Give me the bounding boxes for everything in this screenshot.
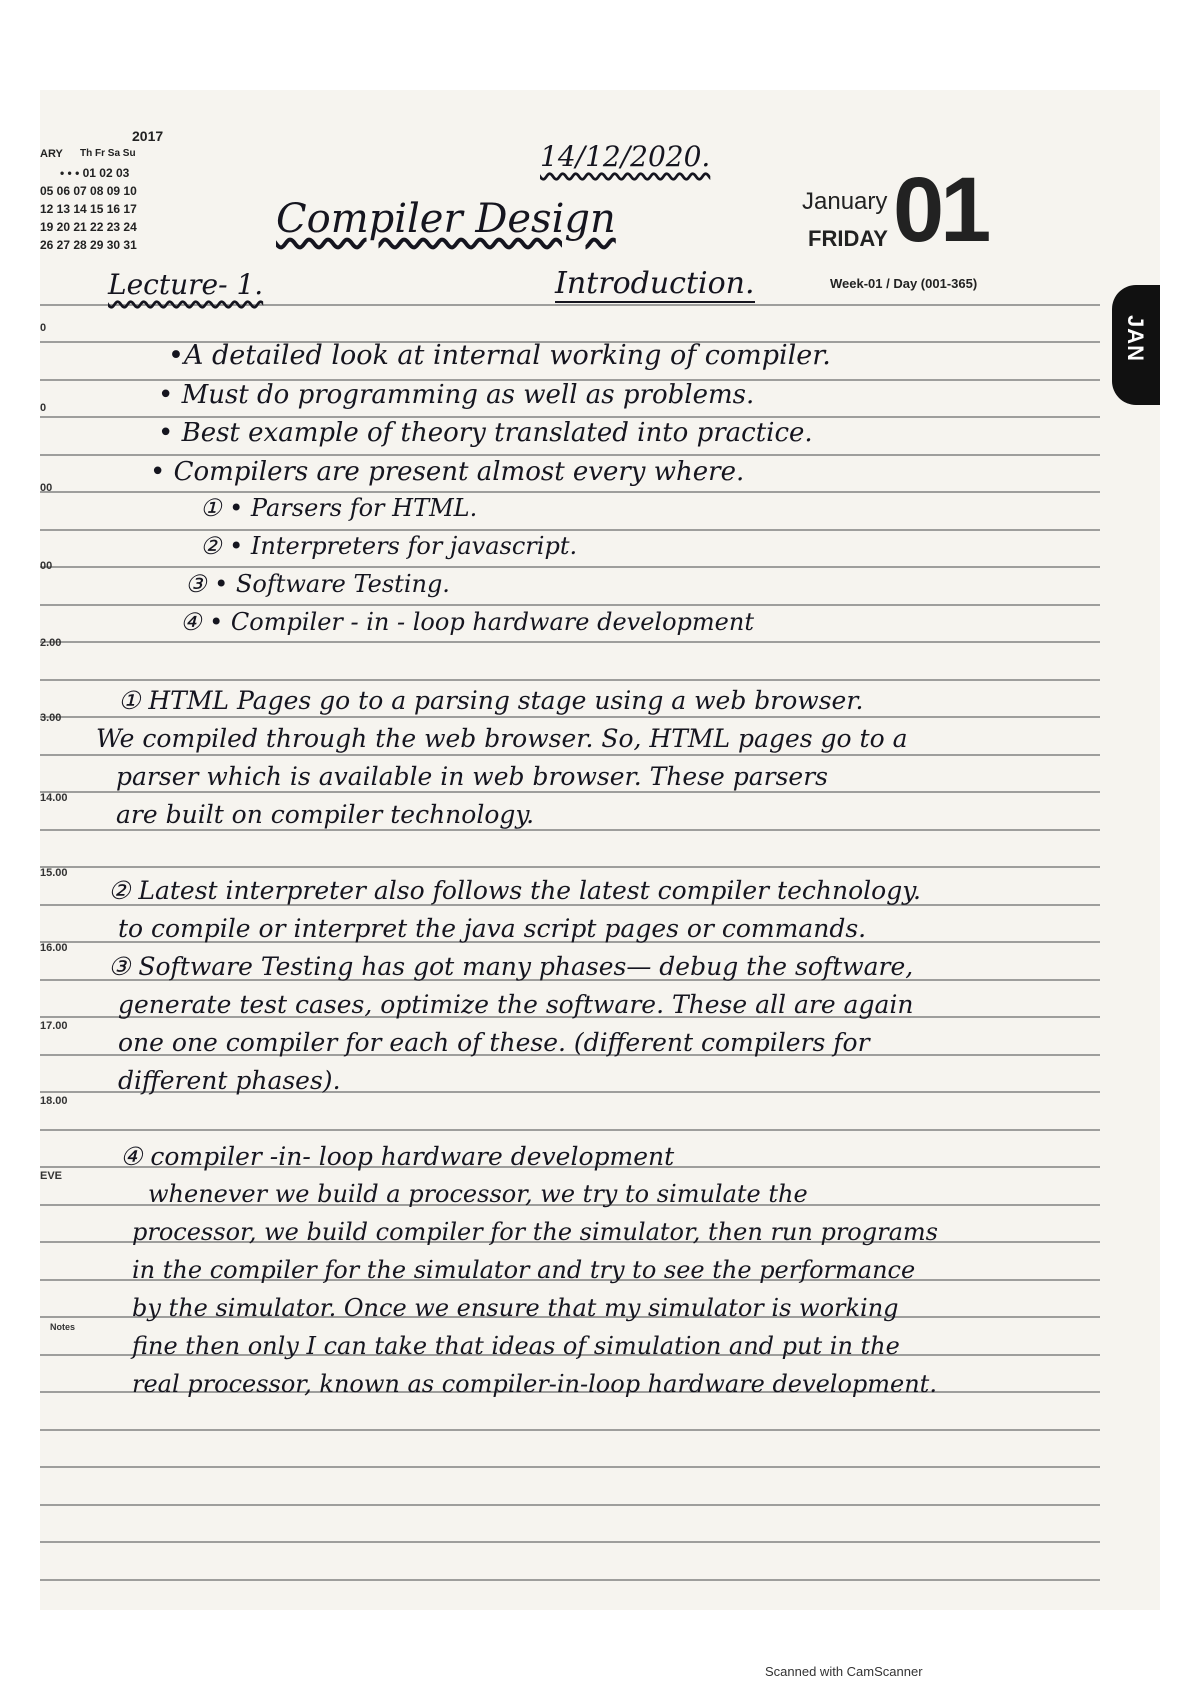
time-label: 0 (40, 322, 47, 334)
note-line: ② • Interpreters for javascript. (200, 532, 578, 560)
note-line: fine then only I can take that ideas of simulation and put in the (132, 1332, 900, 1360)
time-label: 15.00 (40, 867, 68, 879)
note-line: ③ Software Testing has got many phases— debug the software, (108, 952, 914, 981)
note-line: real processor, known as compiler-in-loop hardware development. (132, 1370, 937, 1398)
note-line: ① HTML Pages go to a parsing stage using a web browser. (118, 686, 864, 715)
time-label: 0 (40, 402, 47, 414)
time-label: 17.00 (40, 1020, 68, 1032)
note-line: whenever we build a processor, we try to simulate the (148, 1180, 808, 1208)
note-line: are built on compiler technology. (116, 800, 535, 829)
note-line: ④ • Compiler - in - loop hardware development (180, 608, 754, 636)
note-line: • Must do programming as well as problems. (158, 380, 755, 410)
lecture-label: Lecture- 1. (108, 268, 264, 301)
time-label: 2.00 (40, 637, 62, 649)
mini-calendar-row: 05 06 07 08 09 10 (40, 184, 137, 198)
note-line: by the simulator. Once we ensure that my simulator is working (132, 1294, 899, 1322)
note-line: one one compiler for each of these. (different compilers for (118, 1028, 870, 1057)
time-label: 3.00 (40, 712, 62, 724)
time-label: 00 (40, 560, 53, 572)
header-week-info: Week-01 / Day (001-365) (830, 276, 978, 291)
time-label: 14.00 (40, 792, 68, 804)
note-line: in the compiler for the simulator and try to see the performance (132, 1256, 916, 1284)
note-line: ③ • Software Testing. (185, 570, 450, 598)
note-line: • Best example of theory translated into practice. (158, 418, 813, 448)
notes-date: 14/12/2020. (540, 140, 711, 173)
mini-calendar-row: • • • 01 02 03 (60, 166, 130, 180)
topic-heading: Introduction. (555, 266, 755, 301)
note-line: to compile or interpret the java script pages or commands. (118, 914, 867, 943)
note-line: processor, we build compiler for the simulator, then run programs (132, 1218, 938, 1246)
note-line: ④ compiler -in- loop hardware development (120, 1142, 675, 1171)
note-line: ② Latest interpreter also follows the latest compiler technology. (108, 876, 921, 905)
scan-watermark: Scanned with CamScanner (765, 1664, 923, 1679)
time-label: EVE (40, 1170, 63, 1182)
note-line: generate test cases, optimize the software. These all are again (118, 990, 914, 1019)
note-line: parser which is available in web browser. These parsers (116, 762, 828, 791)
time-label: Notes (50, 1322, 76, 1332)
time-label: 16.00 (40, 942, 68, 954)
header-month: January (802, 188, 888, 215)
note-line: We compiled through the web browser. So, HTML pages go to a (96, 724, 908, 753)
note-line: • Compilers are present almost every where. (150, 457, 745, 487)
mini-calendar-year: 2017 (132, 128, 164, 144)
note-line: •A detailed look at internal working of compiler. (168, 340, 831, 371)
mini-calendar-month: ARY (40, 148, 63, 160)
mini-calendar-row: 12 13 14 15 16 17 (40, 202, 137, 216)
mini-calendar-weekdays: Th Fr Sa Su (80, 148, 136, 159)
mini-calendar-row: 26 27 28 29 30 31 (40, 238, 137, 252)
diary-page (40, 90, 1160, 1610)
mini-calendar-row: 19 20 21 22 23 24 (40, 220, 137, 234)
month-tab-label: JAN (1123, 315, 1148, 363)
header-day-number: 01 (893, 159, 988, 261)
time-label: 00 (40, 482, 53, 494)
header-weekday: FRIDAY (808, 226, 888, 251)
notes-title: Compiler Design (276, 196, 616, 242)
note-line: different phases). (118, 1066, 341, 1095)
time-label: 18.00 (40, 1095, 68, 1107)
month-tab (1112, 285, 1160, 405)
note-line: ① • Parsers for HTML. (200, 494, 478, 522)
